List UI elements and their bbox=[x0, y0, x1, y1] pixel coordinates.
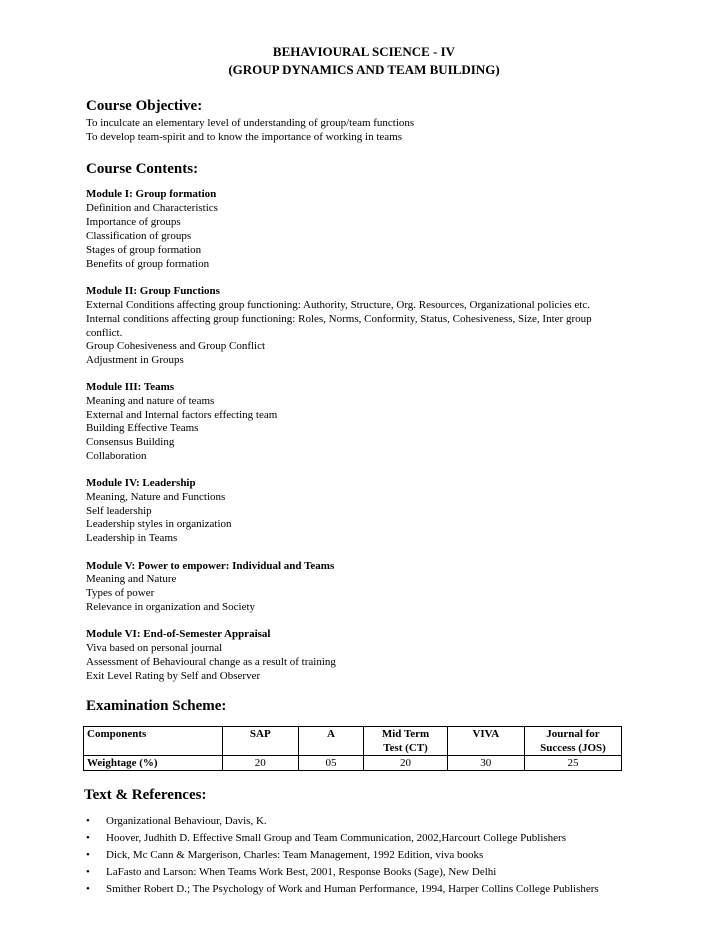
module-line: Consensus Building bbox=[86, 436, 175, 448]
module-line: Meaning, Nature and Functions bbox=[86, 491, 226, 503]
module-line: Exit Level Rating by Self and Observer bbox=[86, 670, 261, 682]
module-line: Leadership styles in organization bbox=[86, 518, 232, 530]
module-title: Module I: Group formation bbox=[86, 188, 217, 200]
reference-text: Organizational Behaviour, Davis, K. bbox=[106, 815, 267, 827]
module-line: Building Effective Teams bbox=[86, 422, 199, 434]
page-subtitle: (GROUP DYNAMICS AND TEAM BUILDING) bbox=[228, 62, 500, 77]
exam-table bbox=[83, 726, 622, 771]
table-header-cell: Mid Term Test (CT) bbox=[364, 727, 447, 756]
module-line: Meaning and nature of teams bbox=[86, 395, 215, 407]
module-title: Module V: Power to empower: Individual and Teams bbox=[86, 560, 335, 572]
module-line: Viva based on personal journal bbox=[86, 642, 223, 654]
table-header-cell: Components bbox=[84, 727, 223, 756]
bullet-icon: • bbox=[86, 866, 90, 878]
exam-heading: Examination Scheme: bbox=[86, 698, 227, 714]
module-line: Self leadership bbox=[86, 505, 152, 517]
module-line: Classification of groups bbox=[86, 230, 192, 242]
module-line: Types of power bbox=[86, 587, 155, 599]
table-cell: 20 bbox=[364, 756, 447, 771]
bullet-icon: • bbox=[86, 883, 90, 895]
contents-heading: Course Contents: bbox=[86, 161, 199, 177]
reference-text: Hoover, Judhith D. Effective Small Group and Team Communication, 2002,Harcourt College Publishers bbox=[106, 832, 566, 844]
table-header-cell: A bbox=[298, 727, 364, 756]
table-header-cell: SAP bbox=[222, 727, 298, 756]
module-line: Benefits of group formation bbox=[86, 258, 210, 270]
module-line: Importance of groups bbox=[86, 216, 181, 228]
module-line: Leadership in Teams bbox=[86, 532, 178, 544]
module-line: Definition and Characteristics bbox=[86, 202, 218, 214]
module-line: Internal conditions affecting group functioning: Roles, Norms, Conformity, Status, Cohesiveness, Size, Inter group bbox=[86, 313, 592, 325]
exam-weight-row bbox=[84, 756, 622, 771]
module-title: Module III: Teams bbox=[86, 381, 175, 393]
module-line: Stages of group formation bbox=[86, 244, 202, 256]
reference-text: Smither Robert D.; The Psychology of Work and Human Performance, 1994, Harper Collins College Publishers bbox=[106, 883, 599, 895]
page-title: BEHAVIOURAL SCIENCE - IV bbox=[272, 44, 456, 59]
objective-line: To develop team-spirit and to know the importance of working in teams bbox=[86, 131, 403, 143]
module-line: conflict. bbox=[86, 327, 123, 339]
bullet-icon: • bbox=[86, 849, 90, 861]
bullet-icon: • bbox=[86, 815, 90, 827]
table-cell: Weightage (%) bbox=[84, 756, 223, 771]
table-header-cell: VIVA bbox=[447, 727, 524, 756]
objective-heading: Course Objective: bbox=[86, 98, 203, 114]
table-header-cell: Journal for Success (JOS) bbox=[524, 727, 621, 756]
module-line: External Conditions affecting group functioning: Authority, Structure, Org. Resources, Organizational policies etc. bbox=[86, 299, 590, 311]
references-heading: Text & References: bbox=[84, 787, 207, 803]
bullet-icon: • bbox=[86, 832, 90, 844]
objective-line: To inculcate an elementary level of understanding of group/team functions bbox=[86, 117, 415, 129]
reference-text: LaFasto and Larson: When Teams Work Best, 2001, Response Books (Sage), New Delhi bbox=[106, 866, 497, 878]
module-title: Module II: Group Functions bbox=[86, 285, 220, 297]
exam-header-row bbox=[84, 727, 622, 756]
module-line: Relevance in organization and Society bbox=[86, 601, 256, 613]
table-cell: 25 bbox=[524, 756, 621, 771]
module-line: Adjustment in Groups bbox=[86, 354, 184, 366]
module-title: Module VI: End-of-Semester Appraisal bbox=[86, 628, 271, 640]
module-line: Group Cohesiveness and Group Conflict bbox=[86, 340, 266, 352]
table-cell: 05 bbox=[298, 756, 364, 771]
module-line: Assessment of Behavioural change as a result of training bbox=[86, 656, 336, 668]
reference-text: Dick, Mc Cann & Margerison, Charles: Team Management, 1992 Edition, viva books bbox=[106, 849, 484, 861]
module-line: Meaning and Nature bbox=[86, 573, 177, 585]
module-title: Module IV: Leadership bbox=[86, 477, 196, 489]
table-cell: 30 bbox=[447, 756, 524, 771]
module-line: Collaboration bbox=[86, 450, 147, 462]
module-line: External and Internal factors effecting team bbox=[86, 409, 278, 421]
table-cell: 20 bbox=[222, 756, 298, 771]
